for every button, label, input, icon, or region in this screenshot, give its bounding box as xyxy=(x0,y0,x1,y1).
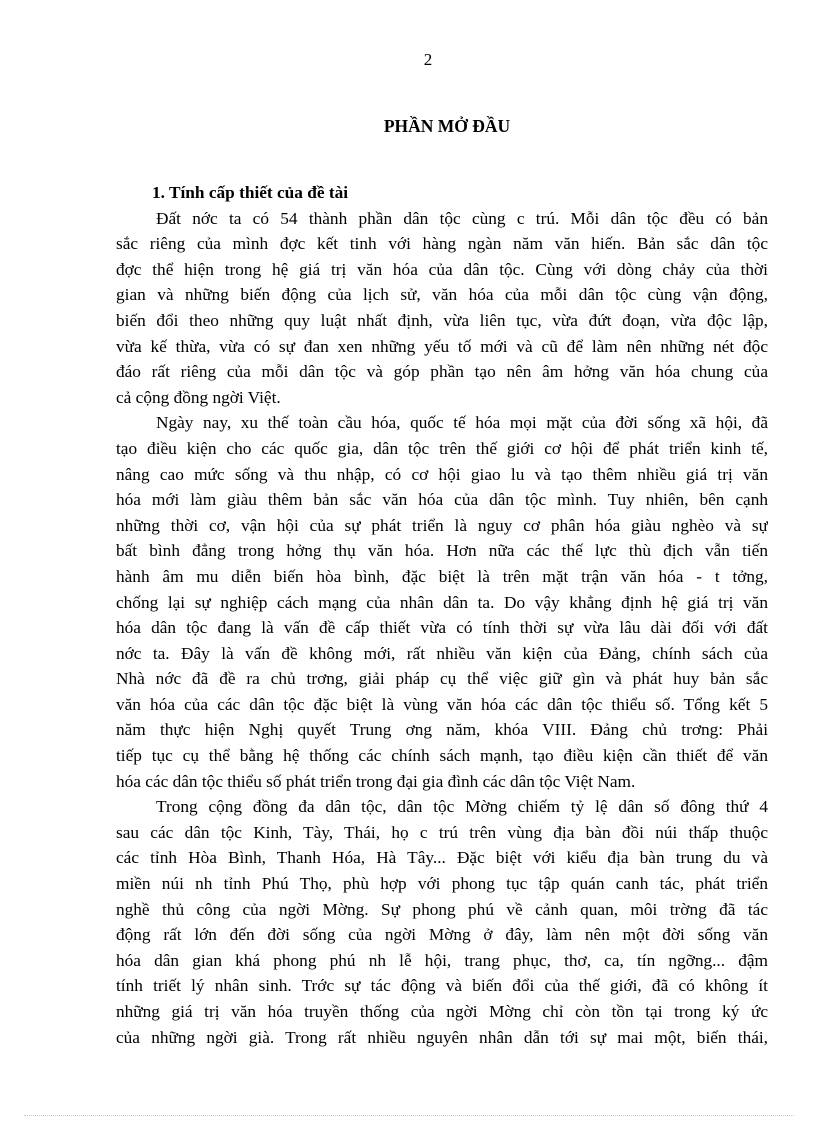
text-line: sau các dân tộc Kinh, Tày, Thái, họ c trú trên vùng địa bàn đồi núi thấp thuộc xyxy=(116,822,768,842)
text-line: hành âm mu diễn biến hòa bình, đặc biệt là trên mặt trận văn hóa - t tởng, xyxy=(116,566,768,586)
text-line: của những ngời già. Trong rất nhiều nguyên nhân dẫn tới sự mai một, biến thái, xyxy=(116,1027,768,1047)
text-line: Đất nớc ta có 54 thành phần dân tộc cùng c trú. Mỗi dân tộc đều có bản xyxy=(156,208,768,228)
body-text xyxy=(116,180,768,1050)
text-line: chống lại sự nghiệp cách mạng của nhân dân ta. Do vậy khẳng định hệ giá trị văn xyxy=(116,592,768,612)
paragraph xyxy=(116,410,768,794)
text-line: nâng cao mức sống và thu nhập, có cơ hội giao lu và tạo thêm nhiều giá trị văn xyxy=(116,464,768,484)
text-line: bất bình đẳng trong hởng thụ văn hóa. Hơn nữa các thế lực thù địch vẫn tiến xyxy=(116,541,768,561)
paragraphs xyxy=(116,206,768,1051)
text-line: cả cộng đồng ngời Việt. xyxy=(116,387,281,407)
page-bottom-rule xyxy=(24,1115,794,1116)
text-line: động rất lớn đến đời sống của ngời Mờng ở đây, làm nên một đời sống văn xyxy=(116,925,768,945)
text-line: hóa mới làm giàu thêm bản sắc văn hóa của dân tộc mình. Tuy nhiên, bên cạnh xyxy=(116,490,768,510)
text-line: miền núi nh tỉnh Phú Thọ, phù hợp với phong tục tập quán canh tác, phát triển xyxy=(116,874,768,894)
text-line: các tỉnh Hòa Bình, Thanh Hóa, Hà Tây... Đặc biệt với kiểu địa bàn trung du và xyxy=(116,848,768,868)
text-line: nghề thủ công của ngời Mờng. Sự phong phú về cảnh quan, môi trờng đã tác xyxy=(116,899,768,919)
text-line: năm thực hiện Nghị quyết Trung ơng năm, khóa VIII. Đảng chủ trơng: Phải xyxy=(116,720,768,740)
section-heading: 1. Tính cấp thiết của đề tài xyxy=(152,183,349,202)
paragraph xyxy=(116,206,768,411)
text-line: những thời cơ, vận hội của sự phát triển là nguy cơ phân hóa giàu nghèo và sự xyxy=(116,515,768,535)
text-line: những giá trị văn hóa truyền thống của ngời Mờng chỉ còn tồn tại trong ký ức xyxy=(116,1002,768,1021)
page-title: PHẦN MỞ ĐẦU xyxy=(383,116,511,136)
text-line: văn hóa của các dân tộc đặc biệt là vùng văn hóa các dân tộc thiểu số. Tổng kết 5 xyxy=(116,694,768,714)
text-line: tiếp tục cụ thể bằng hệ thống các chính sách mạnh, tạo điều kiện cần thiết để văn xyxy=(116,746,768,766)
text-line: tính triết lý nhân sinh. Trớc sự tác động và biến đổi của thế giới, đã có không ít xyxy=(116,976,768,996)
text-line: nớc ta. Đây là vấn đề không mới, rất nhiều văn kiện của Đảng, chính sách của xyxy=(116,643,768,663)
text-line: đáo rất riêng của mỗi dân tộc và góp phần tạo nên âm hởng văn hóa chung của xyxy=(116,362,768,382)
text-line: vừa kế thừa, vừa có sự đan xen những yếu tố mới và cũ để làm nên những nét độc xyxy=(116,336,768,356)
text-line: đợc thể hiện trong hệ giá trị văn hóa của dân tộc. Cùng với dòng chảy của thời xyxy=(116,259,768,279)
text-line: sắc riêng của mình đợc kết tinh với hàng ngàn năm văn hiến. Bản sắc dân tộc xyxy=(116,234,768,254)
text-line: Ngày nay, xu thế toàn cầu hóa, quốc tế hóa mọi mặt của đời sống xã hội, đã xyxy=(156,413,768,433)
text-line: tạo điều kiện cho các quốc gia, dân tộc trên thế giới cơ hội để phát triển kinh tế, xyxy=(116,438,768,458)
text-line: gian và những biến động của lịch sử, văn hóa của mỗi dân tộc cùng vận động, xyxy=(116,285,768,305)
page-number: 2 xyxy=(423,50,433,69)
text-line: hóa dân tộc đang là vấn đề cấp thiết vừa có tính thời sự vừa lâu dài đối với đất xyxy=(116,618,768,638)
paragraph xyxy=(116,794,768,1050)
text-line: hóa dân gian khá phong phú nh lễ hội, trang phục, thơ, ca, tín ngỡng... đậm xyxy=(116,950,768,970)
text-line: Trong cộng đồng đa dân tộc, dân tộc Mờng chiếm tỷ lệ dân số đông thứ 4 xyxy=(156,797,768,817)
text-line: biến đổi theo những quy luật nhất định, vừa liên tục, vừa đứt đoạn, vừa độc lập, xyxy=(116,310,768,330)
text-line: Nhà nớc đã đề ra chủ trơng, giải pháp cụ thể việc giữ gìn và phát huy bản sắc xyxy=(116,669,768,689)
text-line: hóa các dân tộc thiểu số phát triển trong đại gia đình các dân tộc Việt Nam. xyxy=(116,771,636,791)
